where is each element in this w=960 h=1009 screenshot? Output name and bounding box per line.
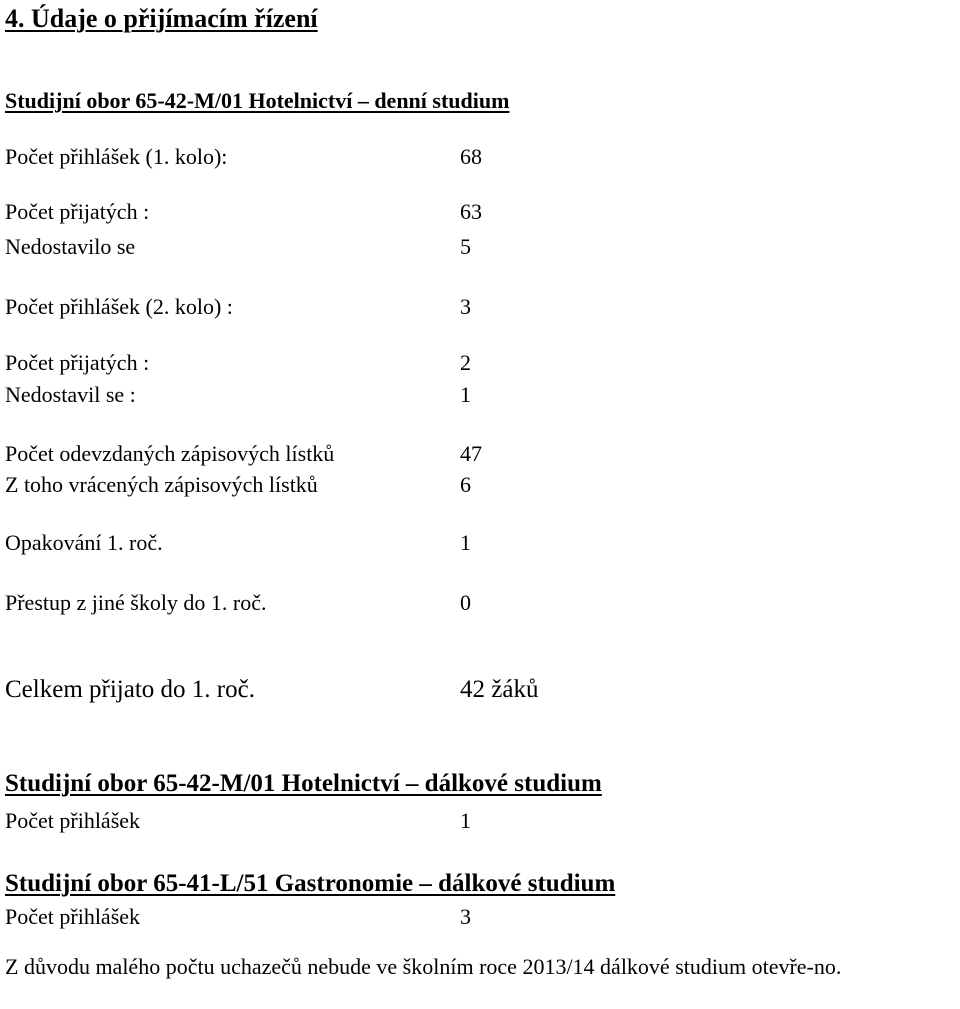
- stat-label: Počet přihlášek: [5, 904, 141, 929]
- closing-note: Z důvodu malého počtu uchazečů nebude ve školním roce 2013/14 dálkové studium otevře-no.: [5, 954, 842, 979]
- stat-label: Počet přijatých :: [5, 350, 150, 375]
- stat-label: Počet přihlášek: [5, 808, 141, 833]
- stat-label: Počet přihlášek (2. kolo) :: [5, 294, 233, 319]
- stat-label: Počet přijatých :: [5, 199, 150, 224]
- stat-label: Opakování 1. roč.: [5, 530, 163, 555]
- stat-value: 6: [460, 472, 471, 497]
- stat-label: Přestup z jiné školy do 1. roč.: [5, 590, 267, 615]
- stat-value: 1: [460, 808, 471, 833]
- stat-value: 63: [460, 199, 482, 224]
- stat-value: 2: [460, 350, 471, 375]
- stat-label: Počet odevzdaných zápisových lístků: [5, 441, 335, 466]
- stat-label: Nedostavilo se: [5, 234, 136, 259]
- stat-value: 1: [460, 530, 471, 555]
- program-heading-distance-gastronomy: Studijní obor 65-41-L/51 Gastronomie – dálkové studium: [5, 870, 616, 897]
- stat-value: 3: [460, 904, 471, 929]
- program-heading-distance-hotel: Studijní obor 65-42-M/01 Hotelnictví – dálkové studium: [5, 770, 602, 797]
- stat-value: 47: [460, 441, 482, 466]
- program-heading-daily-hotel: Studijní obor 65-42-M/01 Hotelnictví – denní studium: [5, 88, 510, 113]
- stat-value: 68: [460, 144, 482, 169]
- total-value: 42 žáků: [460, 676, 539, 703]
- stat-value: 0: [460, 590, 471, 615]
- stat-value: 1: [460, 382, 471, 407]
- stat-label: Nedostavil se :: [5, 382, 136, 407]
- total-label: Celkem přijato do 1. roč.: [5, 676, 255, 703]
- stat-value: 5: [460, 234, 471, 259]
- stat-value: 3: [460, 294, 471, 319]
- stat-label: Z toho vrácených zápisových lístků: [5, 472, 318, 497]
- stat-label: Počet přihlášek (1. kolo):: [5, 144, 228, 169]
- section-title: 4. Údaje o přijímacím řízení: [5, 4, 318, 33]
